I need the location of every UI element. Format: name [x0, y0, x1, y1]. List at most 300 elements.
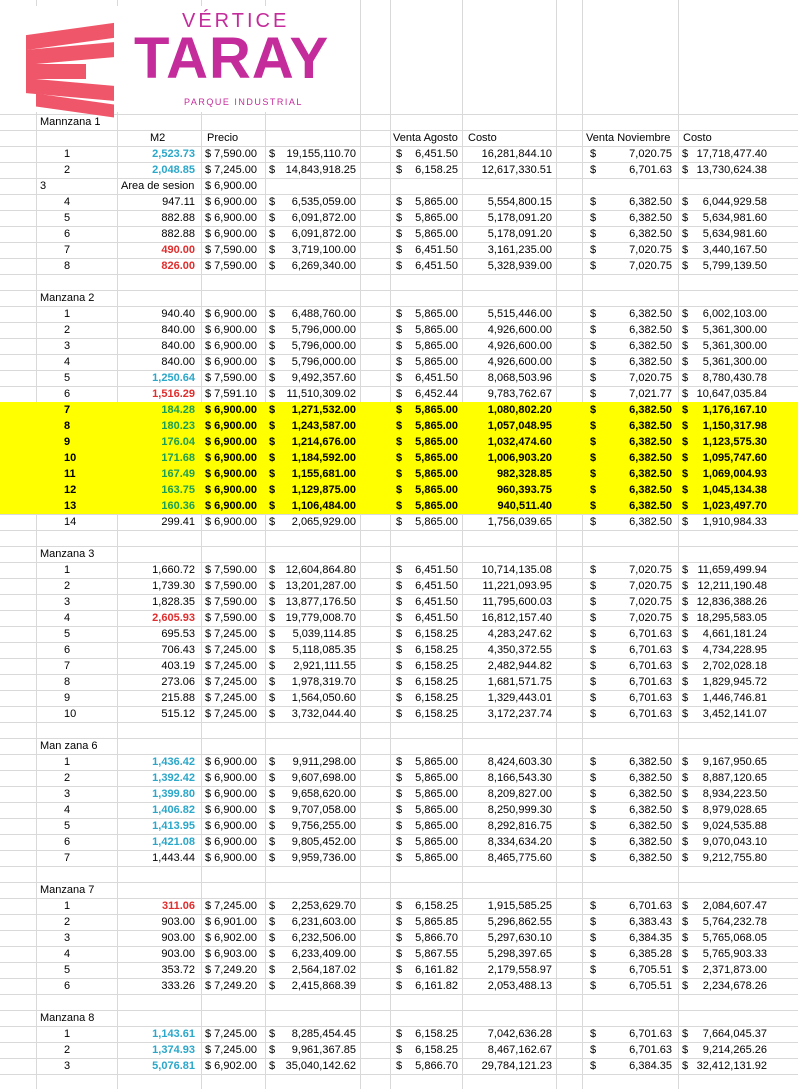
venta-noviembre-cell: 6,382.50: [629, 404, 672, 416]
price-cell: $ 7,245.00: [205, 628, 257, 640]
costo-noviembre-cell: 2,371,873.00: [702, 964, 767, 976]
costo-noviembre-cell: 13,730,624.38: [696, 164, 767, 176]
venta-agosto-cell: 5,865.00: [415, 788, 458, 800]
total-cell: 5,796,000.00: [291, 340, 356, 352]
table-row: [0, 674, 798, 690]
venta-agosto-cell: 6,158.25: [415, 1028, 458, 1040]
currency-symbol: $: [396, 148, 403, 160]
costo-noviembre-cell: 8,887,120.65: [702, 772, 767, 784]
m2-cell: 180.23: [161, 420, 195, 432]
currency-symbol: $: [682, 676, 689, 688]
currency-symbol: $: [396, 708, 403, 720]
price-cell: $ 6,900.00: [205, 836, 257, 848]
costo-noviembre-cell: 3,452,141.07: [702, 708, 767, 720]
total-cell: 35,040,142.62: [285, 1060, 356, 1072]
costo-noviembre-cell: 5,765,068.05: [702, 932, 767, 944]
m2-cell: 299.41: [161, 516, 195, 528]
grid-row-line: [0, 994, 798, 995]
lot-number: 9: [64, 692, 71, 704]
currency-symbol: $: [682, 708, 689, 720]
currency-symbol: $: [269, 388, 276, 400]
total-cell: 1,129,875.00: [291, 484, 356, 496]
costo-noviembre-cell: 5,361,300.00: [702, 356, 767, 368]
costo-agosto-cell: 12,617,330.51: [481, 164, 552, 176]
venta-noviembre-cell: 6,382.50: [629, 516, 672, 528]
costo-noviembre-cell: 2,234,678.26: [702, 980, 767, 992]
lot-number: 2: [64, 324, 71, 336]
currency-symbol: $: [590, 772, 597, 784]
m2-cell: 1,436.42: [152, 756, 195, 768]
costo-agosto-cell: 5,298,397.65: [487, 948, 552, 960]
m2-cell: 1,250.64: [152, 372, 195, 384]
logo-sub-text: PARQUE INDUSTRIAL: [184, 97, 303, 107]
table-row: [0, 226, 798, 242]
table-row: [0, 194, 798, 210]
price-cell: $ 6,900.00: [205, 772, 257, 784]
venta-agosto-cell: 6,158.25: [415, 692, 458, 704]
m2-cell: 947.11: [162, 196, 195, 208]
currency-symbol: $: [396, 804, 403, 816]
total-cell: 6,535,059.00: [291, 196, 356, 208]
currency-symbol: $: [682, 1044, 689, 1056]
venta-noviembre-cell: 7,020.75: [629, 372, 672, 384]
session-label: Area de sesion: [121, 180, 195, 192]
currency-symbol: $: [590, 628, 597, 640]
price-cell: $ 6,900.00: [205, 820, 257, 832]
section-title: Man zana 6: [40, 740, 98, 752]
currency-symbol: $: [269, 948, 276, 960]
costo-noviembre-cell: 4,734,228.95: [702, 644, 767, 656]
costo-noviembre-cell: 1,095,747.60: [702, 452, 767, 464]
currency-symbol: $: [682, 964, 689, 976]
venta-noviembre-cell: 6,382.50: [629, 436, 672, 448]
currency-symbol: $: [682, 372, 689, 384]
currency-symbol: $: [269, 628, 276, 640]
currency-symbol: $: [396, 692, 403, 704]
venta-agosto-cell: 5,866.70: [415, 932, 458, 944]
currency-symbol: $: [590, 756, 597, 768]
costo-agosto-cell: 8,334,634.20: [487, 836, 552, 848]
m2-cell: 1,399.80: [152, 788, 195, 800]
currency-symbol: $: [396, 452, 403, 464]
m2-cell: 882.88: [161, 228, 195, 240]
m2-cell: 940.40: [161, 308, 195, 320]
costo-noviembre-cell: 8,934,223.50: [702, 788, 767, 800]
costo-noviembre-cell: 1,176,167.10: [702, 404, 767, 416]
currency-symbol: $: [396, 468, 403, 480]
costo-agosto-cell: 940,511.40: [497, 500, 552, 512]
lot-number: 6: [64, 836, 71, 848]
price-cell: $ 7,590.00: [205, 260, 257, 272]
currency-symbol: $: [396, 900, 403, 912]
currency-symbol: $: [590, 660, 597, 672]
currency-symbol: $: [682, 692, 689, 704]
currency-symbol: $: [396, 356, 403, 368]
price-cell: $ 6,900.00: [205, 804, 257, 816]
currency-symbol: $: [269, 1060, 276, 1072]
price-cell: $ 7,249.20: [205, 964, 257, 976]
lot-number: 1: [64, 564, 71, 576]
table-row: [0, 578, 798, 594]
currency-symbol: $: [396, 820, 403, 832]
venta-agosto-cell: 6,451.50: [415, 260, 458, 272]
currency-symbol: $: [590, 212, 597, 224]
currency-symbol: $: [590, 852, 597, 864]
currency-symbol: $: [269, 420, 276, 432]
table-row: [0, 370, 798, 386]
table-row: [0, 386, 798, 402]
venta-agosto-cell: 5,865.00: [415, 356, 458, 368]
header-m2: M2: [150, 132, 166, 144]
lot-number: 4: [64, 612, 71, 624]
total-cell: 5,039,114.85: [292, 628, 356, 640]
lot-number: 7: [64, 852, 71, 864]
costo-agosto-cell: 4,926,600.00: [487, 324, 552, 336]
currency-symbol: $: [269, 500, 276, 512]
m2-cell: 215.88: [161, 692, 195, 704]
currency-symbol: $: [396, 772, 403, 784]
costo-agosto-cell: 5,178,091.20: [487, 212, 552, 224]
costo-noviembre-cell: 1,446,746.81: [702, 692, 767, 704]
lot-number: 3: [64, 788, 71, 800]
costo-noviembre-cell: 8,780,430.78: [702, 372, 767, 384]
costo-agosto-cell: 1,681,571.75: [487, 676, 552, 688]
currency-symbol: $: [396, 308, 403, 320]
m2-cell: 2,523.73: [152, 148, 195, 160]
lot-number: 7: [64, 404, 71, 416]
venta-noviembre-cell: 7,020.75: [629, 244, 672, 256]
costo-agosto-cell: 8,465,775.60: [487, 852, 552, 864]
total-cell: 8,285,454.45: [291, 1028, 356, 1040]
venta-agosto-cell: 5,865.00: [415, 804, 458, 816]
m2-cell: 840.00: [161, 356, 195, 368]
costo-noviembre-cell: 5,361,300.00: [702, 324, 767, 336]
m2-cell: 1,516.29: [152, 388, 195, 400]
venta-agosto-cell: 5,865.00: [415, 340, 458, 352]
currency-symbol: $: [396, 964, 403, 976]
venta-noviembre-cell: 6,701.63: [629, 1044, 672, 1056]
venta-agosto-cell: 6,451.50: [415, 612, 458, 624]
currency-symbol: $: [682, 148, 689, 160]
costo-agosto-cell: 1,006,903.20: [487, 452, 552, 464]
lot-number: 4: [64, 948, 71, 960]
lot-number: 14: [64, 516, 77, 528]
lot-number: 6: [64, 228, 71, 240]
m2-cell: 2,048.85: [152, 164, 195, 176]
currency-symbol: $: [682, 932, 689, 944]
costo-noviembre-cell: 8,979,028.65: [702, 804, 767, 816]
currency-symbol: $: [269, 708, 276, 720]
lot-number: 4: [64, 196, 71, 208]
venta-noviembre-cell: 7,021.77: [629, 388, 672, 400]
currency-symbol: $: [590, 1028, 597, 1040]
lot-number: 4: [64, 356, 71, 368]
total-cell: 9,658,620.00: [291, 788, 356, 800]
price-cell: $ 7,590.00: [205, 564, 257, 576]
venta-noviembre-cell: 6,382.50: [629, 820, 672, 832]
price-cell: $ 7,245.00: [205, 1044, 257, 1056]
currency-symbol: $: [682, 916, 689, 928]
currency-symbol: $: [269, 836, 276, 848]
costo-agosto-cell: 8,068,503.96: [487, 372, 552, 384]
m2-cell: 1,406.82: [152, 804, 195, 816]
table-row: [0, 434, 798, 450]
costo-noviembre-cell: 11,659,499.94: [697, 564, 767, 576]
venta-agosto-cell: 6,158.25: [415, 900, 458, 912]
table-row: [0, 690, 798, 706]
venta-noviembre-cell: 6,382.50: [629, 340, 672, 352]
m2-cell: 5,076.81: [152, 1060, 195, 1072]
currency-symbol: $: [269, 932, 276, 944]
currency-symbol: $: [682, 324, 689, 336]
currency-symbol: $: [269, 660, 276, 672]
table-row: [0, 1026, 798, 1042]
currency-symbol: $: [590, 692, 597, 704]
costo-noviembre-cell: 1,023,497.70: [702, 500, 767, 512]
venta-noviembre-cell: 6,701.63: [629, 660, 672, 672]
lot-number: 2: [64, 580, 71, 592]
currency-symbol: $: [269, 756, 276, 768]
currency-symbol: $: [396, 580, 403, 592]
price-cell: $ 6,900.00: [205, 356, 257, 368]
currency-symbol: $: [590, 916, 597, 928]
table-row: [0, 802, 798, 818]
currency-symbol: $: [590, 356, 597, 368]
venta-noviembre-cell: 6,383.43: [629, 916, 672, 928]
price-cell: $ 6,903.00: [205, 948, 257, 960]
currency-symbol: $: [396, 980, 403, 992]
lot-number: 1: [64, 900, 71, 912]
currency-symbol: $: [396, 1060, 403, 1072]
venta-agosto-cell: 6,158.25: [415, 1044, 458, 1056]
lot-number: 10: [64, 708, 77, 720]
currency-symbol: $: [396, 324, 403, 336]
venta-noviembre-cell: 7,020.75: [629, 148, 672, 160]
costo-noviembre-cell: 9,214,265.26: [702, 1044, 767, 1056]
currency-symbol: $: [396, 932, 403, 944]
venta-noviembre-cell: 6,701.63: [629, 164, 672, 176]
section-title: Manzana 2: [40, 292, 95, 304]
costo-noviembre-cell: 12,836,388.26: [696, 596, 767, 608]
total-cell: 5,796,000.00: [291, 324, 356, 336]
currency-symbol: $: [590, 436, 597, 448]
venta-noviembre-cell: 7,020.75: [629, 580, 672, 592]
total-cell: 6,269,340.00: [291, 260, 356, 272]
total-cell: 9,805,452.00: [291, 836, 356, 848]
currency-symbol: $: [590, 228, 597, 240]
total-cell: 5,796,000.00: [291, 356, 356, 368]
price-cell: $ 6,900.00: [205, 436, 257, 448]
lot-number: 6: [64, 980, 71, 992]
total-cell: 2,921,111.55: [293, 660, 356, 672]
m2-cell: 826.00: [161, 260, 195, 272]
venta-noviembre-cell: 6,701.63: [629, 708, 672, 720]
table-row: [0, 146, 798, 162]
currency-symbol: $: [269, 612, 276, 624]
venta-agosto-cell: 5,865.00: [415, 196, 458, 208]
venta-noviembre-cell: 6,382.50: [629, 452, 672, 464]
currency-symbol: $: [682, 900, 689, 912]
venta-noviembre-cell: 6,382.50: [629, 212, 672, 224]
venta-noviembre-cell: 6,701.63: [629, 692, 672, 704]
total-cell: 19,779,008.70: [285, 612, 356, 624]
price-cell: $ 7,590.00: [205, 244, 257, 256]
currency-symbol: $: [590, 580, 597, 592]
currency-symbol: $: [682, 644, 689, 656]
price-cell: $ 6,900.00: [205, 452, 257, 464]
lot-number: 12: [64, 484, 77, 496]
currency-symbol: $: [269, 260, 276, 272]
table-row: [0, 914, 798, 930]
costo-agosto-cell: 11,221,093.95: [482, 580, 552, 592]
total-cell: 1,564,050.60: [291, 692, 356, 704]
costo-agosto-cell: 8,250,999.30: [487, 804, 552, 816]
costo-agosto-cell: 8,292,816.75: [487, 820, 552, 832]
costo-noviembre-cell: 7,664,045.37: [702, 1028, 767, 1040]
table-row: [0, 514, 798, 530]
table-row: [0, 754, 798, 770]
table-row: [0, 706, 798, 722]
venta-agosto-cell: 5,865.00: [415, 420, 458, 432]
venta-agosto-cell: 5,867.55: [415, 948, 458, 960]
currency-symbol: $: [396, 196, 403, 208]
currency-symbol: $: [590, 340, 597, 352]
currency-symbol: $: [682, 436, 689, 448]
currency-symbol: $: [269, 644, 276, 656]
price-cell: $ 7,245.00: [205, 708, 257, 720]
price-cell: $ 6,902.00: [205, 932, 257, 944]
currency-symbol: $: [396, 788, 403, 800]
venta-agosto-cell: 6,161.82: [415, 980, 458, 992]
table-row: [0, 642, 798, 658]
m2-cell: 1,421.08: [152, 836, 195, 848]
currency-symbol: $: [396, 612, 403, 624]
currency-symbol: $: [682, 948, 689, 960]
venta-agosto-cell: 5,865.00: [415, 756, 458, 768]
costo-agosto-cell: 10,714,135.08: [481, 564, 552, 576]
total-cell: 1,155,681.00: [291, 468, 356, 480]
currency-symbol: $: [396, 516, 403, 528]
currency-symbol: $: [269, 772, 276, 784]
price-cell: $ 7,590.00: [205, 596, 257, 608]
currency-symbol: $: [590, 244, 597, 256]
currency-symbol: $: [396, 628, 403, 640]
venta-noviembre-cell: 6,701.63: [629, 676, 672, 688]
venta-agosto-cell: 6,161.82: [415, 964, 458, 976]
table-row: [0, 242, 798, 258]
currency-symbol: $: [590, 644, 597, 656]
currency-symbol: $: [269, 788, 276, 800]
currency-symbol: $: [269, 436, 276, 448]
venta-agosto-cell: 6,451.50: [415, 564, 458, 576]
currency-symbol: $: [590, 708, 597, 720]
costo-agosto-cell: 1,032,474.60: [487, 436, 552, 448]
price-cell: $ 6,900.00: [205, 404, 257, 416]
currency-symbol: $: [396, 948, 403, 960]
header-precio: Precio: [207, 132, 239, 144]
costo-noviembre-cell: 12,211,190.48: [697, 580, 767, 592]
costo-noviembre-cell: 5,799,139.50: [702, 260, 767, 272]
table-row: [0, 1042, 798, 1058]
price-cell: $ 7,590.00: [205, 148, 257, 160]
table-row: [0, 402, 798, 418]
currency-symbol: $: [682, 212, 689, 224]
price-cell: $ 7,245.00: [205, 164, 257, 176]
lot-number: 8: [64, 260, 71, 272]
total-cell: 13,201,287.00: [285, 580, 356, 592]
costo-agosto-cell: 982,328.85: [496, 468, 552, 480]
costo-noviembre-cell: 5,634,981.60: [702, 212, 767, 224]
venta-agosto-cell: 6,158.25: [415, 708, 458, 720]
section-title: Manzana 7: [40, 884, 95, 896]
costo-agosto-cell: 4,926,600.00: [487, 356, 552, 368]
currency-symbol: $: [590, 388, 597, 400]
price-cell: $ 6,900.00: [205, 340, 257, 352]
m2-cell: 840.00: [161, 324, 195, 336]
currency-symbol: $: [682, 404, 689, 416]
total-cell: 9,959,736.00: [291, 852, 356, 864]
venta-noviembre-cell: 7,020.75: [629, 260, 672, 272]
currency-symbol: $: [682, 388, 689, 400]
lot-number: 2: [64, 164, 71, 176]
currency-symbol: $: [396, 388, 403, 400]
m2-cell: 695.53: [161, 628, 195, 640]
costo-noviembre-cell: 4,661,181.24: [702, 628, 767, 640]
table-row: [0, 658, 798, 674]
currency-symbol: $: [396, 244, 403, 256]
currency-symbol: $: [682, 804, 689, 816]
costo-agosto-cell: 4,350,372.55: [487, 644, 552, 656]
lot-number: 3: [40, 180, 47, 192]
currency-symbol: $: [682, 468, 689, 480]
costo-agosto-cell: 29,784,121.23: [481, 1060, 552, 1072]
price-cell: $ 6,900.00: [205, 308, 257, 320]
lot-number: 9: [64, 436, 71, 448]
venta-noviembre-cell: 6,384.35: [629, 1060, 672, 1072]
venta-agosto-cell: 5,865.00: [415, 516, 458, 528]
currency-symbol: $: [682, 340, 689, 352]
lot-number: 1: [64, 1028, 71, 1040]
table-row: [0, 162, 798, 178]
costo-noviembre-cell: 1,069,004.93: [702, 468, 767, 480]
currency-symbol: $: [682, 1060, 689, 1072]
venta-noviembre-cell: 6,382.50: [629, 468, 672, 480]
m2-cell: 176.04: [161, 436, 195, 448]
currency-symbol: $: [269, 324, 276, 336]
currency-symbol: $: [590, 516, 597, 528]
costo-agosto-cell: 5,178,091.20: [487, 228, 552, 240]
costo-noviembre-cell: 6,002,103.00: [702, 308, 767, 320]
currency-symbol: $: [590, 836, 597, 848]
venta-agosto-cell: 5,865.85: [415, 916, 458, 928]
section-title-row: [0, 738, 798, 754]
venta-noviembre-cell: 6,382.50: [629, 500, 672, 512]
venta-noviembre-cell: 6,382.50: [629, 804, 672, 816]
grid-row-line: [0, 1074, 798, 1075]
currency-symbol: $: [590, 500, 597, 512]
currency-symbol: $: [269, 516, 276, 528]
currency-symbol: $: [269, 980, 276, 992]
total-cell: 1,184,592.00: [291, 452, 356, 464]
table-row: [0, 898, 798, 914]
currency-symbol: $: [269, 676, 276, 688]
venta-noviembre-cell: 6,701.63: [629, 900, 672, 912]
table-row: [0, 498, 798, 514]
price-cell: $ 7,590.00: [205, 580, 257, 592]
costo-agosto-cell: 5,297,630.10: [487, 932, 552, 944]
currency-symbol: $: [590, 164, 597, 176]
lot-number: 5: [64, 964, 71, 976]
